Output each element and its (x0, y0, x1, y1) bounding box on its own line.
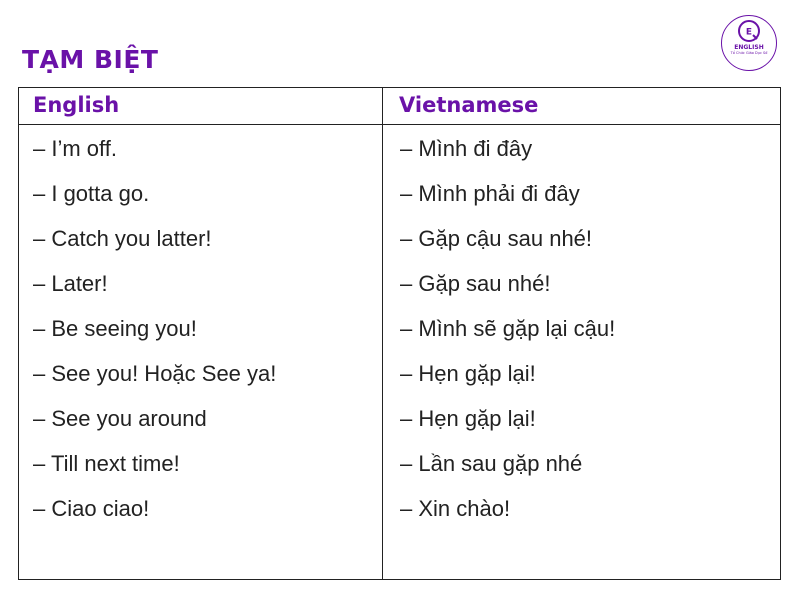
header-divider (19, 124, 780, 125)
vietnamese-phrase: – Gặp sau nhé! (400, 271, 551, 296)
vietnamese-phrase: – Mình sẽ gặp lại cậu! (400, 316, 616, 341)
english-phrase: – Catch you latter! (33, 226, 212, 251)
english-phrase: – I’m off. (33, 136, 117, 161)
vietnamese-phrase-list (400, 134, 770, 539)
column-header-vietnamese: Vietnamese (399, 93, 539, 117)
vietnamese-phrase: – Xin chào! (400, 496, 511, 521)
vietnamese-phrase: – Hẹn gặp lại! (400, 361, 536, 386)
svg-text:E: E (745, 27, 753, 38)
vietnamese-phrase: – Gặp cậu sau nhé! (400, 226, 593, 251)
brand-logo (721, 15, 777, 71)
vietnamese-phrase: – Mình đi đây (400, 136, 533, 161)
english-phrase: – Ciao ciao! (33, 496, 150, 521)
english-phrase: – Later! (33, 271, 108, 296)
english-phrase: – See you around (33, 406, 207, 431)
page-title: TẠM BIỆT (22, 44, 159, 74)
vietnamese-phrase: – Lần sau gặp nhé (400, 451, 583, 476)
english-phrase-list (33, 134, 373, 539)
column-divider (382, 88, 383, 579)
vietnamese-phrase: – Hẹn gặp lại! (400, 406, 536, 431)
vietnamese-phrase: – Mình phải đi đây (400, 181, 580, 206)
logo-tagline: Tổ Chức Giáo Dục Số (730, 51, 768, 55)
english-phrase: – See you! Hoặc See ya! (33, 361, 277, 386)
qe-logo-icon (737, 19, 761, 43)
phrase-table (18, 87, 781, 580)
logo-brand-text: ENGLISH (734, 44, 764, 51)
column-header-english: English (33, 93, 120, 117)
english-phrase: – Be seeing you! (33, 316, 197, 341)
english-phrase: – Till next time! (33, 451, 180, 476)
english-phrase: – I gotta go. (33, 181, 150, 206)
